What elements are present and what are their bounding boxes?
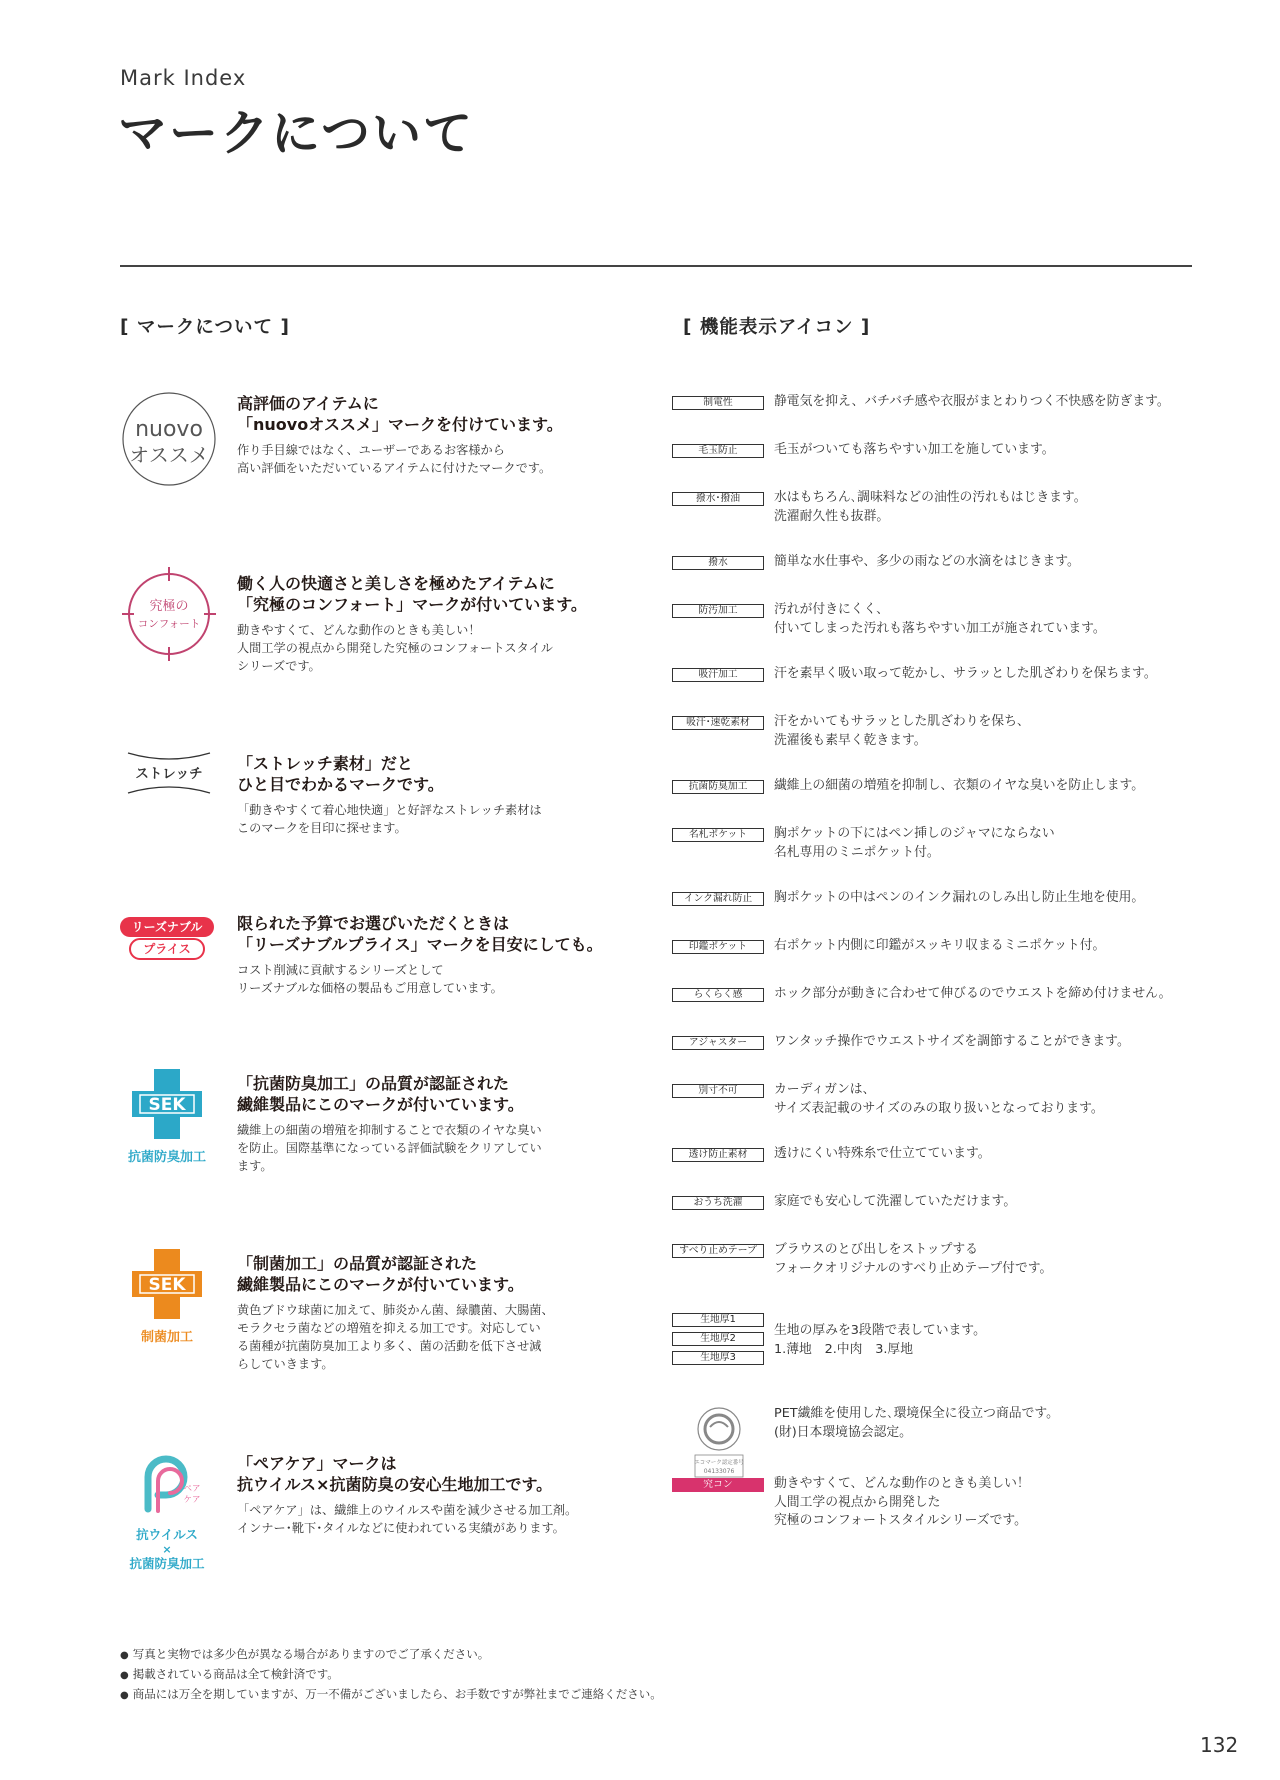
icon-row [670,553,1210,593]
icon-row [670,489,1210,529]
icon-tag: 究コン [672,1478,764,1492]
icon-desc: 静電気を抑え、バチバチ感や衣服がまとわりつく不快感を防ぎます。 [774,394,1170,409]
mark-title: ひと目でわかるマークです。 [237,775,444,794]
icon-tag: 撥水 [672,556,764,570]
svg-text:SEK: SEK [148,1095,186,1115]
note-item: ● 掲載されている商品は全て検針済です。 [120,1665,662,1685]
icon-desc: 汗を素早く吸い取って乾かし、サラッとした肌ざわりを保ちます。 [774,666,1157,681]
icon-row [670,601,1210,641]
icon-desc: 簡単な水仕事や、多少の雨などの水滴をはじきます。 [774,554,1080,569]
mark-desc: 作り手目線ではなく、ユーザーであるお客様から 高い評価をいただいているアイテムに付けたマークです。 [237,443,552,475]
sek-bacteriostatic-logo [118,1245,216,1355]
icon-tag: 防汚加工 [672,604,764,618]
svg-text:nuovo: nuovo [135,417,203,442]
svg-text:抗菌防臭加工: 抗菌防臭加工 [129,1556,205,1571]
page-number: 132 [1200,1733,1239,1757]
icon-tag: 吸汗･速乾素材 [672,716,764,730]
icon-row-thickness [670,1313,1210,1373]
mark-title: 限られた予算でお選びいただくときは [237,914,510,933]
section-title-marks: [ マークについて ] [120,317,290,338]
svg-text:エコマーク認定番号: エコマーク認定番号 [694,1460,744,1466]
svg-text:ケア: ケア [183,1495,201,1505]
mark-title: 「ストレッチ素材」だと [237,754,413,773]
icon-tag: らくらく感 [672,988,764,1002]
icon-desc: ブラウスのとび出しをストップする フォークオリジナルのすべり止めテープ付です。 [774,1242,1053,1276]
icon-row [670,441,1210,481]
mark-title: 「リーズナブルプライス」マークを目安にしても。 [237,935,603,954]
mark-title: 「究極のコンフォート」マークが付いています。 [237,595,587,614]
svg-text:抗ウイルス: 抗ウイルス [136,1527,198,1542]
icon-desc: 繊維上の細菌の増殖を抑制し、衣類のイヤな臭いを防止します。 [774,778,1145,793]
svg-text:×: × [162,1543,172,1556]
svg-text:コンフォート: コンフォート [137,618,201,630]
icon-tag: アジャスター [672,1036,764,1050]
icon-desc: 透けにくい特殊糸で仕立てています。 [774,1146,991,1161]
icon-row [670,1033,1210,1073]
icon-row [670,1193,1210,1233]
icon-row [670,777,1210,817]
nuovo-osusume-logo [120,390,218,488]
reasonable-price-logo [118,909,216,969]
icon-desc: ワンタッチ操作でウエストサイズを調節することができます。 [774,1034,1130,1049]
mark-title: 「ペアケア」マークは [237,1454,397,1473]
header-subtitle: Mark Index [120,66,247,90]
icon-desc: 右ポケット内側に印鑑がスッキリ収まるミニポケット付。 [774,938,1106,953]
icon-desc: ホック部分が動きに合わせて伸びるのでウエストを締め付けません。 [774,986,1172,1001]
icon-desc: 汚れが付きにくく、 付いてしまった汚れも落ちやすい加工が施されています。 [774,602,1106,636]
icon-row [670,889,1210,929]
icon-tag: 毛玉防止 [672,444,764,458]
note-item: ● 商品には万全を期していますが、万一不備がございましたら、お手数ですが弊社までご連絡ください。 [120,1685,662,1705]
svg-text:SEK: SEK [148,1275,186,1295]
icon-tag: 透け防止素材 [672,1148,764,1162]
pair-care-logo [118,1447,216,1577]
mark-title: 繊維製品にこのマークが付いています。 [237,1275,524,1294]
note-item: ● 写真と実物では多少色が異なる場合がありますのでご了承ください。 [120,1645,662,1665]
icon-row [670,665,1210,705]
sek-antibacterial-logo [118,1065,216,1175]
icon-row [670,1241,1210,1281]
notes [120,1645,662,1705]
svg-text:制菌加工: 制菌加工 [140,1330,194,1345]
icon-desc: PET繊維を使用した､環境保全に役立つ商品です。 (財)日本環境協会認定。 [774,1406,1059,1440]
mark-desc: 繊維上の細菌の増殖を抑制することで衣類のイヤな臭い を防止。国際基準になっている評価試験をクリアしてい ます。 [237,1123,542,1173]
mark-title: 「抗菌防臭加工」の品質が認証された [237,1074,510,1093]
svg-text:抗菌防臭加工: 抗菌防臭加工 [127,1150,207,1165]
icon-tag: 生地厚3 [672,1351,764,1365]
icon-row-ecomark [670,1405,1210,1481]
icon-tag: インク漏れ防止 [672,892,764,906]
icon-tag: おうち洗濯 [672,1196,764,1210]
icon-desc: 動きやすくて、どんな動作のときも美しい！ 人間工学の視点から開発した 究極のコンフォートスタイルシリーズです。 [774,1476,1030,1528]
mark-title: 働く人の快適さと美しさを極めたアイテムに [237,574,555,593]
mark-title: 高評価のアイテムに [237,394,379,413]
svg-text:04133076: 04133076 [703,1468,735,1475]
svg-text:ストレッチ: ストレッチ [135,766,203,782]
icon-row [670,825,1210,865]
mark-title: 「制菌加工」の品質が認証された [237,1254,478,1273]
icon-tag: 生地厚1 [672,1313,764,1327]
icon-row [670,1145,1210,1185]
icon-row [670,393,1210,433]
icon-tag: 印鑑ポケット [672,940,764,954]
icon-tag: 制電性 [672,396,764,410]
icon-tag: 名札ポケット [672,828,764,842]
mark-title: 抗ウイルス×抗菌防臭の安心生地加工です。 [237,1475,553,1494]
icon-row [670,985,1210,1025]
stretch-logo [120,745,218,805]
icon-tag: 吸汗加工 [672,668,764,682]
ultimate-comfort-logo [120,565,218,663]
section-title-icons: [ 機能表示アイコン ] [683,317,871,338]
svg-text:究極の: 究極の [149,599,189,614]
icon-desc: 胸ポケットの下にはペン挿しのジャマにならない 名札専用のミニポケット付。 [774,826,1055,860]
mark-title: 「nuovoオススメ」マークを付けています。 [237,415,563,434]
mark-desc: コスト削減に貢献するシリーズとして リーズナブルな価格の製品もご用意しています。 [237,963,503,995]
icon-tag: すべり止めテープ [672,1244,764,1258]
svg-text:プライス: プライス [143,942,191,956]
icon-tag: 生地厚2 [672,1332,764,1346]
icon-desc: 毛玉がついても落ちやすい加工を施しています。 [774,442,1055,457]
icon-tag: 抗菌防臭加工 [672,780,764,794]
mark-desc: 黄色ブドウ球菌に加えて、肺炎かん菌、緑膿菌、大腸菌、 モラクセラ菌などの増殖を抑える加工です。対応してい る菌種が抗菌防臭加工より多く、菌の活動を低下させ減 らしていきます。 [237,1303,554,1371]
icon-tag: 別寸不可 [672,1084,764,1098]
icon-desc: 水はもちろん､調味料などの油性の汚れもはじきます。 洗濯耐久性も抜群。 [774,490,1087,524]
icon-desc: 胸ポケットの中はペンのインク漏れのしみ出し防止生地を使用。 [774,890,1145,905]
page-title: マークについて [118,105,475,162]
mark-desc: 動きやすくて、どんな動作のときも美しい！ 人間工学の視点から開発した究極のコンフォートスタイル シリーズです。 [237,623,553,673]
icon-row [670,937,1210,977]
icon-desc: 家庭でも安心して洗濯していただけます。 [774,1194,1017,1209]
mark-title: 繊維製品にこのマークが付いています。 [237,1095,524,1114]
mark-desc: 「動きやすくて着心地快適」と好評なストレッチ素材は このマークを目印に探せます。 [237,803,542,835]
icon-row [670,713,1210,753]
icon-tag: 撥水･撥油 [672,492,764,506]
icon-desc: 汗をかいてもサラッとした肌ざわりを保ち、 洗濯後も素早く乾きます。 [774,714,1030,748]
svg-text:ペア: ペア [183,1484,201,1494]
icon-row-kyukon [670,1475,1210,1535]
icon-row [670,1081,1210,1121]
mark-desc: 「ペアケア」は、繊維上のウイルスや菌を減少させる加工剤。 インナー･靴下･タイルなどに使われている実績があります。 [237,1503,578,1535]
icon-desc: カーディガンは、 サイズ表記載のサイズのみの取り扱いとなっております。 [774,1082,1104,1116]
icon-desc: 生地の厚みを3段階で表しています。 1.薄地 2.中肉 3.厚地 [774,1323,986,1357]
svg-text:リーズナブル: リーズナブル [131,920,203,934]
svg-text:オススメ: オススメ [129,443,209,467]
divider [120,265,1192,267]
ecomark-logo [674,1405,764,1481]
